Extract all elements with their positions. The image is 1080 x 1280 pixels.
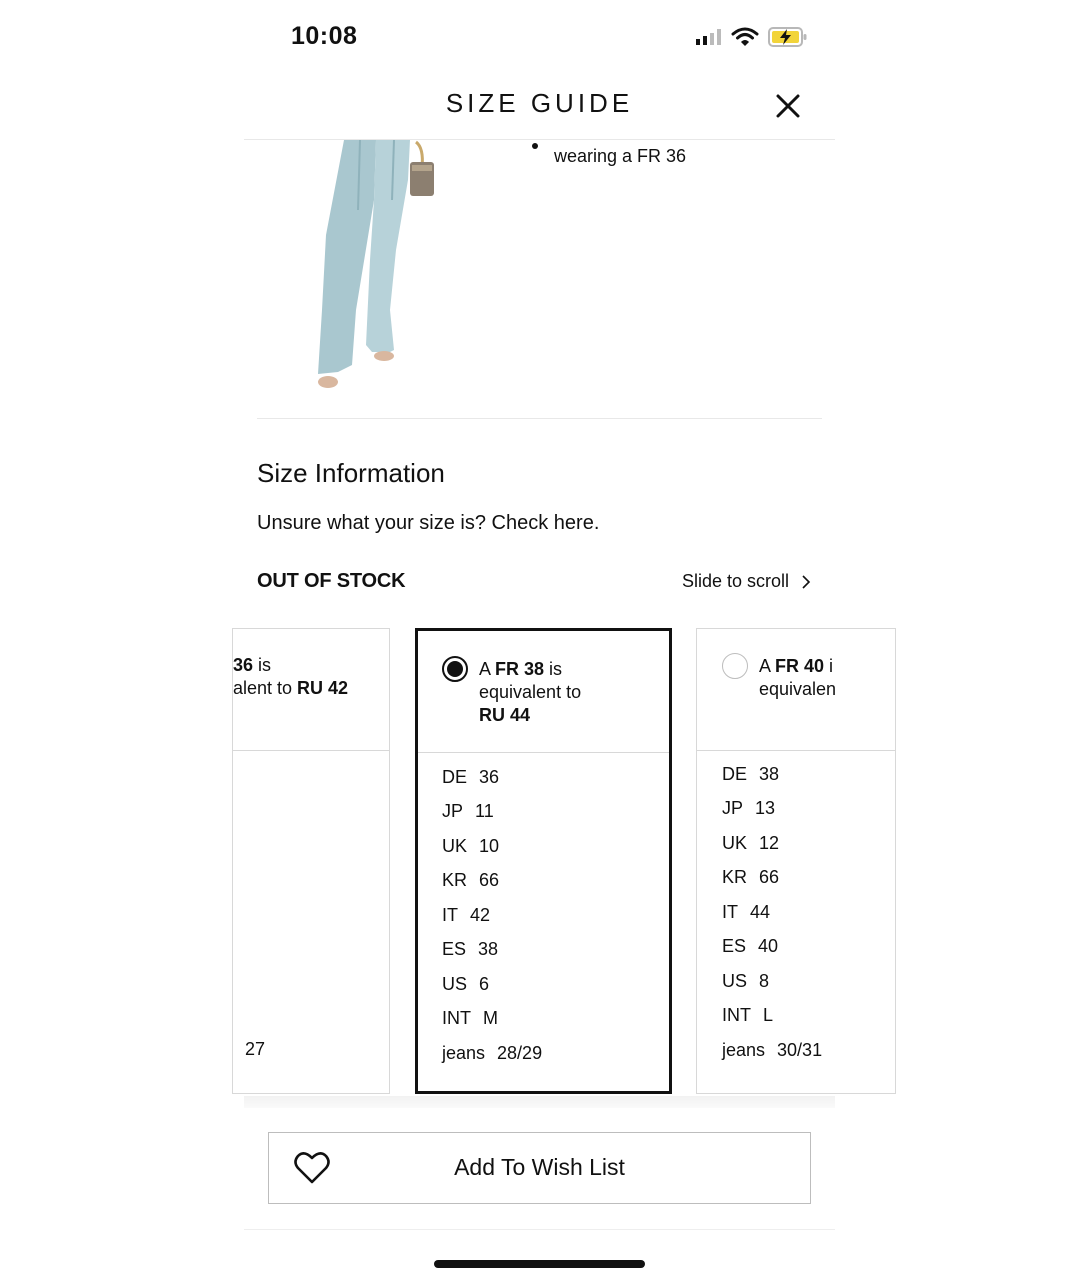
size-information-title: Size Information xyxy=(257,458,445,488)
page-title: SIZE GUIDE xyxy=(445,88,634,118)
size-row: JP 13 xyxy=(722,798,776,818)
size-row: UK 12 xyxy=(722,833,780,853)
size-card-fr38[interactable] xyxy=(415,628,672,1094)
size-card-fr36[interactable] xyxy=(232,628,390,1094)
size-row: jeans 30/31 xyxy=(722,1040,823,1060)
carousel-bottom-shadow xyxy=(244,1096,835,1108)
fr-size: FR 38 xyxy=(495,659,545,679)
size-row-jeans: 27 xyxy=(245,1039,266,1059)
cellular-signal-icon xyxy=(696,29,722,45)
size-card-summary: A FR 40 i equivalen xyxy=(759,656,837,699)
size-card-fr40[interactable] xyxy=(696,628,896,1094)
size-row: DE 38 xyxy=(722,764,780,784)
wifi-icon xyxy=(732,27,758,47)
size-card-summary: A FR 38 is equivalent to RU 44 xyxy=(479,659,582,725)
size-row: IT 42 xyxy=(442,905,491,925)
size-card-header xyxy=(697,629,895,751)
chevron-right-icon xyxy=(801,574,811,590)
battery-charging-icon xyxy=(768,26,808,48)
ru-size: RU 42 xyxy=(297,678,349,698)
bottom-divider xyxy=(244,1229,835,1230)
size-guide-screen xyxy=(233,0,837,1280)
size-card-header xyxy=(418,631,669,753)
size-row: KR 66 xyxy=(442,870,500,890)
size-row: US 8 xyxy=(722,971,770,991)
size-row: US 6 xyxy=(442,974,490,994)
size-row: jeans 28/29 xyxy=(442,1043,543,1063)
size-row: INT L xyxy=(722,1005,774,1025)
size-card-summary: 36 is alent to RU 42 xyxy=(233,655,349,698)
fr-size: FR 40 xyxy=(775,656,825,676)
bullet-point xyxy=(532,143,538,149)
fr-size: 36 xyxy=(233,655,254,675)
size-radio[interactable] xyxy=(722,653,748,679)
status-icons xyxy=(696,26,808,48)
close-icon xyxy=(776,94,800,118)
size-row: JP 11 xyxy=(442,801,494,821)
size-row: INT M xyxy=(442,1008,498,1028)
product-image xyxy=(304,140,444,395)
section-divider xyxy=(257,418,822,419)
close-button[interactable] xyxy=(772,90,804,122)
stock-status: OUT OF STOCK xyxy=(257,570,406,592)
status-time: 10:08 xyxy=(291,22,358,50)
size-card-header xyxy=(233,629,389,751)
wish-list-label: Add To Wish List xyxy=(454,1154,625,1180)
slide-to-scroll-label: Slide to scroll xyxy=(681,571,789,591)
size-radio-selected[interactable] xyxy=(442,656,468,682)
size-row: ES 40 xyxy=(722,936,779,956)
home-indicator[interactable] xyxy=(434,1260,645,1268)
size-row: DE 36 xyxy=(442,767,500,787)
add-to-wish-list-button[interactable] xyxy=(268,1132,811,1204)
ru-size: RU 44 xyxy=(479,705,531,725)
model-fit-note: wearing a FR 36 xyxy=(554,146,687,166)
size-row: KR 66 xyxy=(722,867,780,887)
size-check-link[interactable]: Unsure what your size is? Check here. xyxy=(257,512,600,534)
size-row: ES 38 xyxy=(442,939,499,959)
slide-to-scroll-hint[interactable] xyxy=(682,571,811,592)
size-row: UK 10 xyxy=(442,836,500,856)
size-row: IT 44 xyxy=(722,902,771,922)
